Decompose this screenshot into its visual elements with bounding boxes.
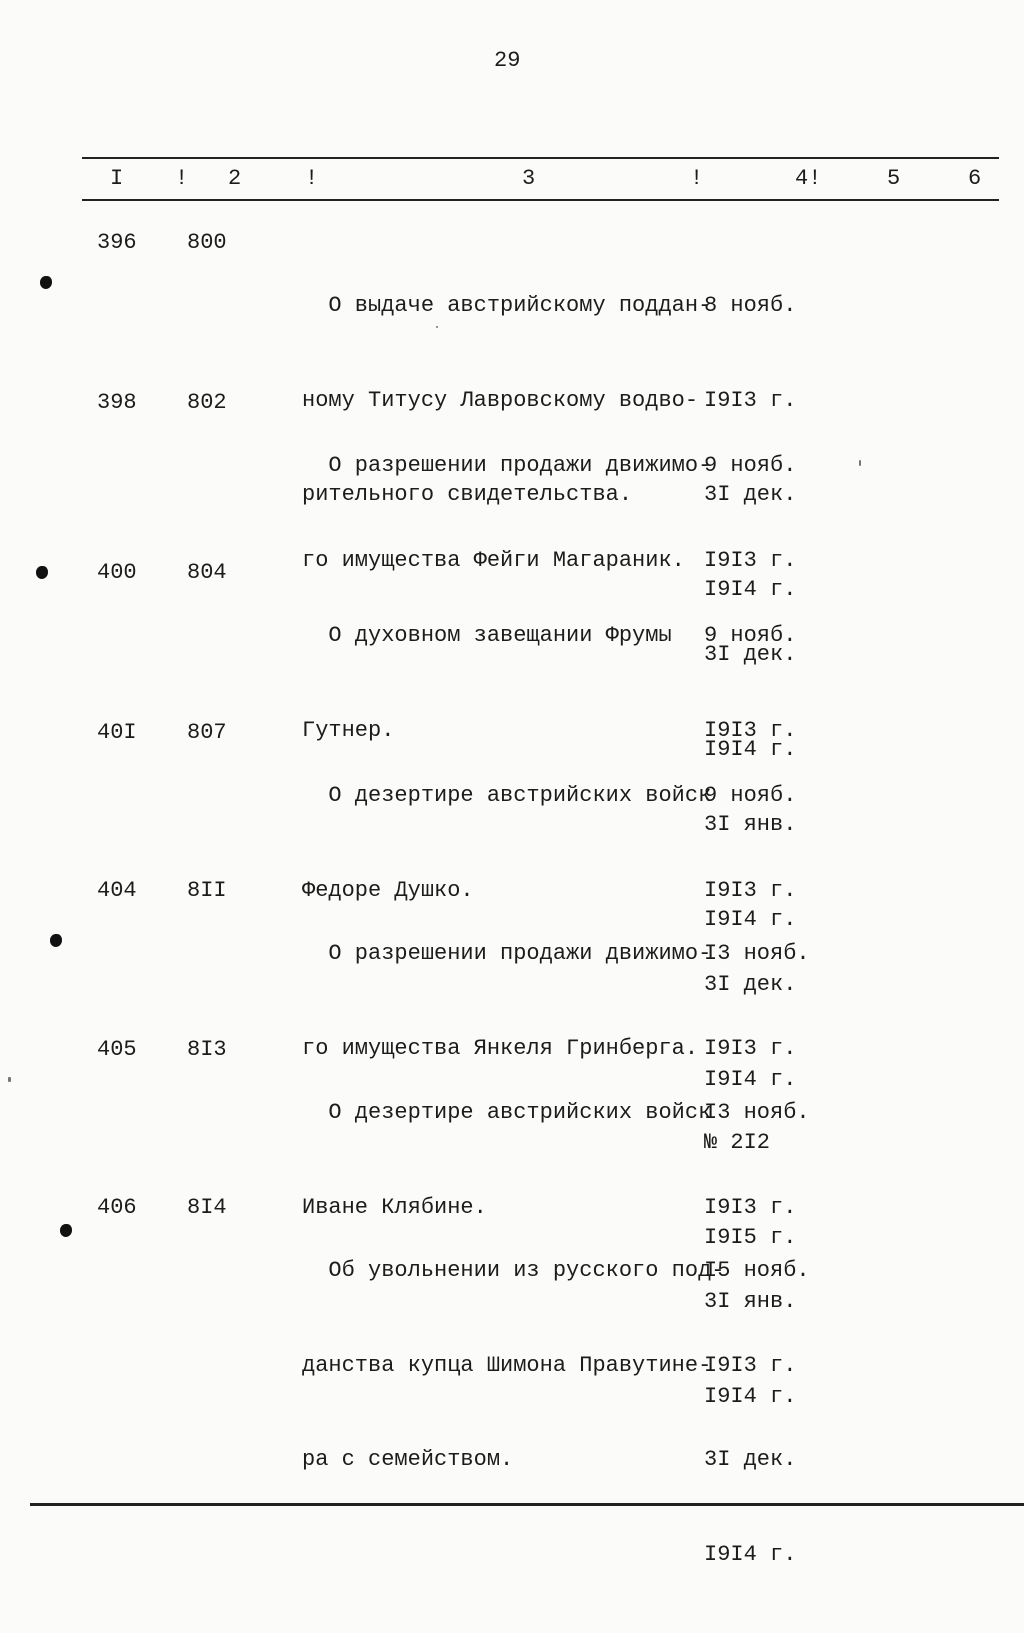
record-number: 404 xyxy=(97,878,137,903)
record-number: 406 xyxy=(97,1195,137,1220)
title-line: Об увольнении из русского под- xyxy=(302,1258,725,1283)
end-year: I9I4 г. xyxy=(704,1541,797,1567)
header-col-5: 5 xyxy=(887,166,901,191)
end-date: 3I дек. xyxy=(704,482,797,507)
start-year: I9I3 г. xyxy=(704,1352,797,1378)
file-number: 8I4 xyxy=(187,1195,227,1220)
title-line: О разрешении продажи движимо- xyxy=(302,941,712,966)
header-col-4: 4! xyxy=(795,166,822,191)
header-separator-2: ! xyxy=(305,166,319,191)
start-date: 9 нояб. xyxy=(704,623,797,648)
title-line: О выдаче австрийскому поддан- xyxy=(302,293,712,318)
title-line: Иване Клябине. xyxy=(302,1194,487,1220)
record-number: 405 xyxy=(97,1037,137,1062)
record-dates xyxy=(704,1192,810,1633)
file-number: 800 xyxy=(187,230,227,255)
start-date: 9 нояб. xyxy=(704,453,797,478)
table-top-rule xyxy=(82,157,999,159)
start-date: I5 нояб. xyxy=(704,1258,810,1283)
start-year: I9I3 г. xyxy=(704,547,797,573)
title-line: О дезертире австрийских войск xyxy=(302,783,712,808)
start-date: 8 нояб. xyxy=(704,293,797,318)
title-line: О разрешении продажи движимо- xyxy=(302,453,712,478)
end-date: 3I дек. xyxy=(704,1447,797,1472)
end-year: I9I4 г. xyxy=(704,1383,797,1409)
start-date: 9 нояб. xyxy=(704,783,797,808)
title-line: го имущества Янкеля Гринберга. xyxy=(302,1035,699,1061)
scan-speck xyxy=(436,326,438,328)
title-line: О дезертире австрийских войск xyxy=(302,1100,712,1125)
file-number: 802 xyxy=(187,390,227,415)
record-title xyxy=(302,1192,724,1539)
title-line: Гутнер. xyxy=(302,717,395,743)
end-year: I9I4 г. xyxy=(704,906,797,932)
start-year: I9I3 г. xyxy=(704,387,797,413)
title-line: ному Титусу Лавровскому водво- xyxy=(302,387,699,413)
end-year: I9I5 г. xyxy=(704,1224,797,1250)
start-year: I9I3 г. xyxy=(704,1194,797,1220)
title-line: Федоре Душко. xyxy=(302,877,474,903)
title-line: рительного свидетельства. xyxy=(302,482,633,507)
file-number: 807 xyxy=(187,720,227,745)
record-number: 396 xyxy=(97,230,137,255)
start-year: I9I3 г. xyxy=(704,877,797,903)
header-col-2: 2 xyxy=(228,166,242,191)
start-date: I3 нояб. xyxy=(704,941,810,966)
header-col-6: 6 xyxy=(968,166,982,191)
case-number: № 2I2 xyxy=(704,1130,771,1155)
file-number: 804 xyxy=(187,560,227,585)
title-line: го имущества Фейги Магараник. xyxy=(302,547,685,573)
scan-speck xyxy=(859,460,861,466)
header-col-3: 3 xyxy=(522,166,536,191)
title-line: данства купца Шимона Правутине- xyxy=(302,1352,712,1378)
end-date: 3I янв. xyxy=(704,812,797,837)
file-number: 8I3 xyxy=(187,1037,227,1062)
header-separator-1: ! xyxy=(175,166,189,191)
table-header-rule xyxy=(82,199,999,201)
file-number: 8II xyxy=(187,878,227,903)
header-col-1: I xyxy=(110,166,124,191)
record-number: 398 xyxy=(97,390,137,415)
title-line: О духовном завещании Фрумы xyxy=(302,623,672,648)
page-number: 29 xyxy=(494,48,521,73)
scan-speck xyxy=(8,1077,11,1082)
end-year: I9I4 г. xyxy=(704,1066,797,1092)
start-year: I9I3 г. xyxy=(704,717,797,743)
end-date: 3I дек. xyxy=(704,642,797,667)
end-year: I9I4 г. xyxy=(704,576,797,602)
title-line: ра с семейством. xyxy=(302,1447,514,1472)
record-number: 40I xyxy=(97,720,137,745)
start-year: I9I3 г. xyxy=(704,1035,797,1061)
end-year: I9I4 г. xyxy=(704,736,797,762)
end-date: 3I янв. xyxy=(704,1289,797,1314)
table-row xyxy=(0,1192,1024,1567)
page-bottom-edge xyxy=(30,1503,1024,1506)
start-date: I3 нояб. xyxy=(704,1100,810,1125)
header-separator-3: ! xyxy=(690,166,704,191)
record-number: 400 xyxy=(97,560,137,585)
end-date: 3I дек. xyxy=(704,972,797,997)
